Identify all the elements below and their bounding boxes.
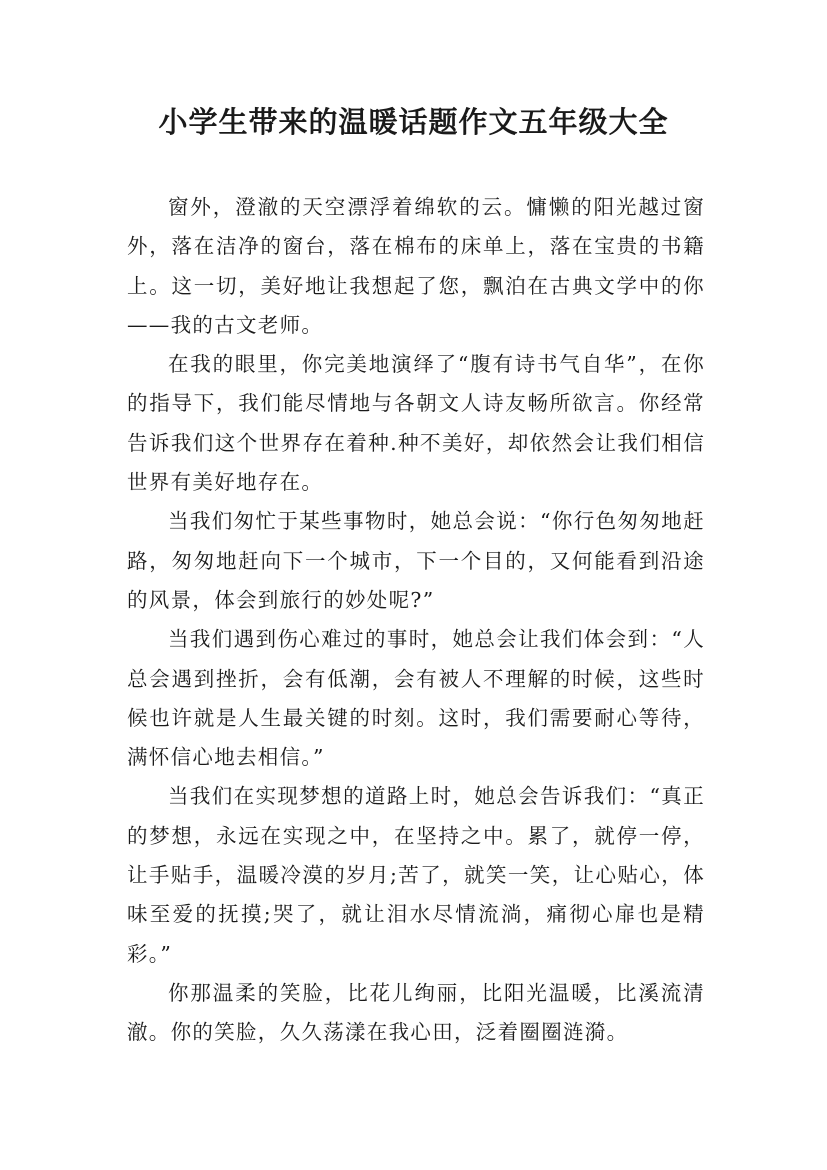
- document-body: [127, 188, 705, 1053]
- paragraph-3: 当我们匆忙于某些事物时，她总会说：“你行色匆匆地赶路，匆匆地赶向下一个城市，下一个目的，又何能看到沿途的风景，体会到旅行的妙处呢?”: [127, 509, 705, 612]
- paragraph-2: 在我的眼里，你完美地演绎了“腹有诗书气自华”，在你的指导下，我们能尽情地与各朝文人诗友畅所欲言。你经常告诉我们这个世界存在着种.种不美好，却依然会让我们相信世界有美好地存在。: [127, 352, 705, 495]
- paragraph-4: 当我们遇到伤心难过的事时，她总会让我们体会到：“人总会遇到挫折，会有低潮，会有被人不理解的时候，这些时候也许就是人生最关键的时刻。这时，我们需要耐心等待，满怀信心地去相信。”: [127, 627, 705, 770]
- paragraph-1: 窗外，澄澈的天空漂浮着绵软的云。慵懒的阳光越过窗外，落在洁净的窗台，落在棉布的床单上，落在宝贵的书籍上。这一切，美好地让我想起了您，飘泊在古典文学中的你——我的古文老师。: [127, 195, 705, 337]
- paragraph-6: 你那温柔的笑脸，比花儿绚丽，比阳光温暖，比溪流清澈。你的笑脸，久久荡漾在我心田，泛着圈圈涟漪。: [127, 980, 705, 1045]
- paragraph-5: 当我们在实现梦想的道路上时，她总会告诉我们：“真正的梦想，永远在实现之中，在坚持之中。累了，就停一停，让手贴手，温暖冷漠的岁月;苦了，就笑一笑，让心贴心，体味至爱的抚摸;哭了，就让泪水尽情流淌，痛彻心扉也是精彩。”: [127, 784, 705, 966]
- document-title: 小学生带来的温暖话题作文五年级大全: [158, 105, 669, 139]
